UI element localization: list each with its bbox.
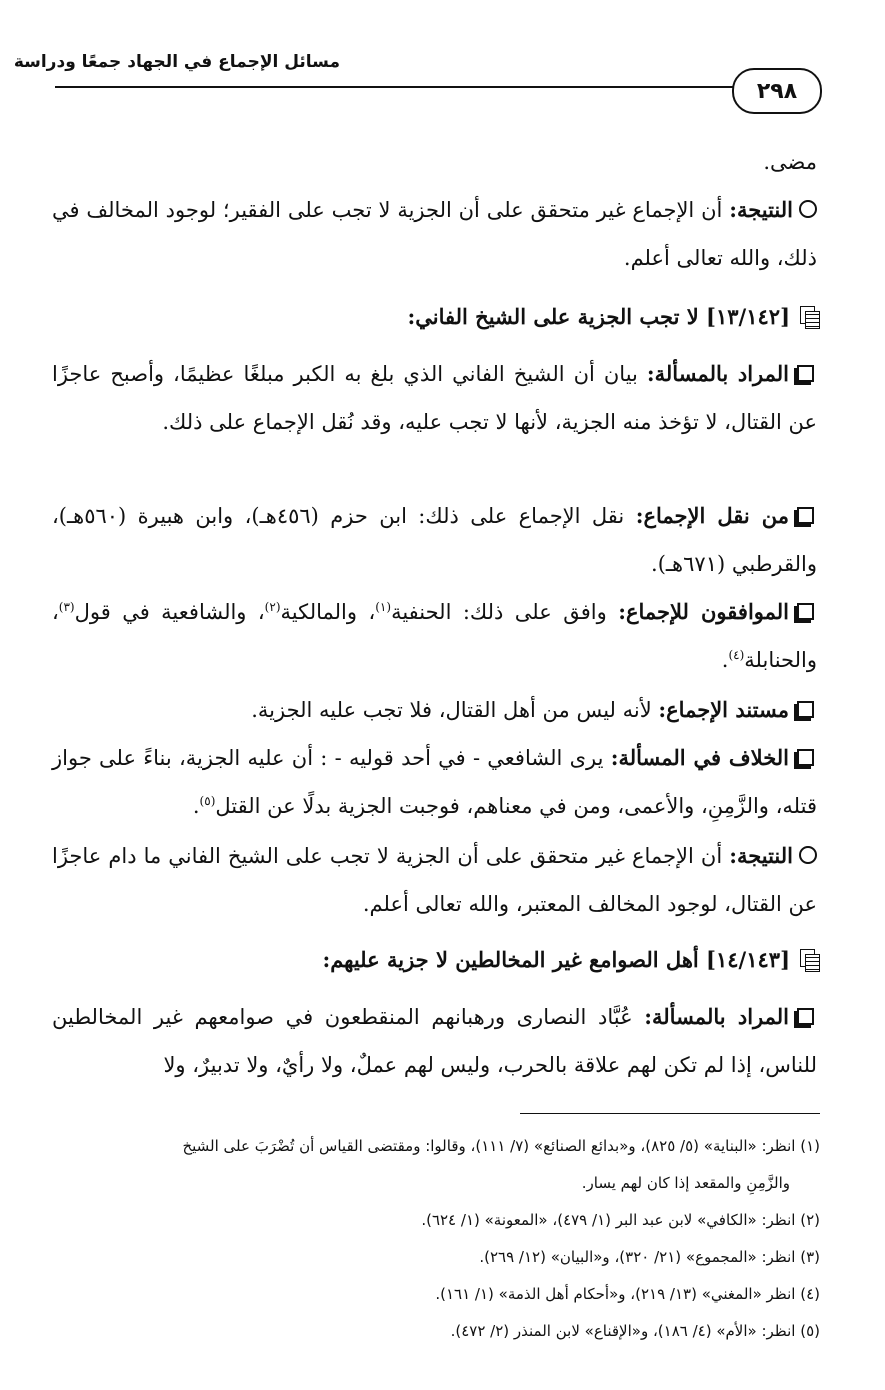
square-bullet-icon — [797, 365, 814, 382]
square-bullet-icon — [797, 749, 814, 766]
section-heading-text: [١٤/١٤٣] أهل الصوامع غير المخالطين لا جزية عليهم: — [322, 947, 790, 972]
page-number: ٢٩٨ — [732, 68, 822, 114]
circle-bullet-icon — [799, 200, 817, 218]
footnote-ref[interactable]: (٤) — [728, 648, 745, 662]
result-term: النتيجة: — [729, 843, 793, 868]
result-paragraph — [52, 186, 817, 282]
transmitters-paragraph — [52, 492, 817, 588]
footnote-item: (٢) انظر: «الكافي» لابن عبد البر (١/ ٤٧٩)، «المعونة» (١/ ٦٢٤). — [421, 1211, 820, 1229]
footnote-ref[interactable]: (٢) — [264, 600, 281, 614]
meaning-text: عُبَّاد النصارى ورهبانهم المنقطعون في صوامعهم غير المخالطين للناس، إذا لم تكن لهم علاقة بالحرب، وليس لهم عملٌ، ولا رأيٌ، ولا تدبيرٌ، ولا — [52, 1005, 817, 1077]
agreeing-text: ، والحنابلة — [52, 600, 817, 672]
meaning-text: بيان أن الشيخ الفاني الذي بلغ به الكبر مبلغًا عظيمًا، وأصبح عاجزًا عن القتال، لا تؤخذ منه الجزية، لأنها لا تجب عليه، وقد نُقل الإجماع على ذلك. — [52, 362, 817, 434]
basis-term: مستند الإجماع: — [658, 697, 789, 722]
footnote-text: والزَّمِنِ والمقعد إذا كان لهم يسار. — [581, 1174, 790, 1192]
section-heading-text: [١٣/١٤٢] لا تجب الجزية على الشيخ الفاني: — [407, 304, 790, 329]
continuation-line: مضى. — [763, 150, 817, 174]
footnotes — [50, 1128, 820, 1350]
footnote-ref[interactable]: (٣) — [58, 600, 75, 614]
meaning-paragraph — [52, 993, 817, 1089]
continuation-text — [52, 138, 817, 186]
result-text: أن الإجماع غير متحقق على أن الجزية لا تجب على الشيخ الفاني ما دام عاجزًا عن القتال، لوجود المخالف المعتبر، والله تعالى أعلم. — [52, 844, 817, 916]
agreeing-term: الموافقون للإجماع: — [618, 599, 789, 624]
meaning-paragraph — [52, 350, 817, 446]
running-header-title: مسائل الإجماع في الجهاد جمعًا ودراسة — [13, 52, 340, 72]
meaning-term: المراد بالمسألة: — [646, 361, 790, 386]
footnote-item — [50, 1128, 820, 1202]
result-paragraph — [52, 832, 817, 928]
section-heading — [50, 297, 820, 337]
basis-text: لأنه ليس من أهل القتال، فلا تجب عليه الجزية. — [251, 698, 659, 722]
footnote-separator — [520, 1113, 820, 1114]
square-bullet-icon — [797, 603, 814, 620]
transmitters-term: من نقل الإجماع: — [635, 503, 789, 528]
footnote-item: (٤) انظر «المغني» (١٣/ ٢١٩)، و«أحكام أهل الذمة» (١/ ١٦١). — [435, 1285, 820, 1303]
agreeing-text: وافق على ذلك: الحنفية — [391, 600, 619, 624]
agreeing-text: . — [721, 648, 729, 672]
agreeing-paragraph — [52, 588, 817, 684]
dispute-text: يرى الشافعي - في أحد قوليه - : أن عليه الجزية، بناءً على جواز قتله، والزَّمِنِ، والأعمى، ومن في معناهم، فوجبت الجزية بدلًا عن القتل — [52, 746, 817, 818]
result-text: أن الإجماع غير متحقق على أن الجزية لا تجب على الفقير؛ لوجود المخالف في ذلك، والله تعالى أعلم. — [52, 198, 817, 270]
square-bullet-icon — [797, 507, 814, 524]
result-term: النتيجة: — [729, 197, 793, 222]
dispute-text: . — [192, 794, 200, 818]
header-rule — [55, 86, 745, 88]
footnote-ref[interactable]: (١) — [375, 600, 392, 614]
dispute-paragraph — [52, 734, 817, 830]
footnote-item: (٣) انظر: «المجموع» (٢١/ ٣٢٠)، و«البيان» (١٢/ ٢٦٩). — [479, 1248, 820, 1266]
documents-icon — [800, 306, 820, 328]
dispute-term: الخلاف في المسألة: — [610, 745, 789, 770]
section-heading — [50, 940, 820, 980]
agreeing-text: ، والمالكية — [280, 600, 376, 624]
transmitters-text: نقل الإجماع على ذلك: ابن حزم (٤٥٦هـ)، وابن هبيرة (٥٦٠هـ)، والقرطبي (٦٧١هـ). — [52, 504, 817, 576]
meaning-term: المراد بالمسألة: — [644, 1004, 790, 1029]
agreeing-text: ، والشافعية في قول — [74, 600, 265, 624]
footnote-ref[interactable]: (٥) — [199, 794, 216, 808]
basis-paragraph — [52, 686, 817, 734]
square-bullet-icon — [797, 1008, 814, 1025]
footnote-item: (٥) انظر: «الأم» (٤/ ١٨٦)، و«الإقناع» لابن المنذر (٢/ ٤٧٢). — [450, 1322, 820, 1340]
documents-icon — [800, 949, 820, 971]
square-bullet-icon — [797, 701, 814, 718]
circle-bullet-icon — [799, 846, 817, 864]
footnote-text: (١) انظر: «البناية» (٥/ ٨٢٥)، و«بدائع الصنائع» (٧/ ١١١)، وقالوا: ومقتضى القياس أن تُضْرَبَ على الشيخ — [182, 1137, 820, 1155]
